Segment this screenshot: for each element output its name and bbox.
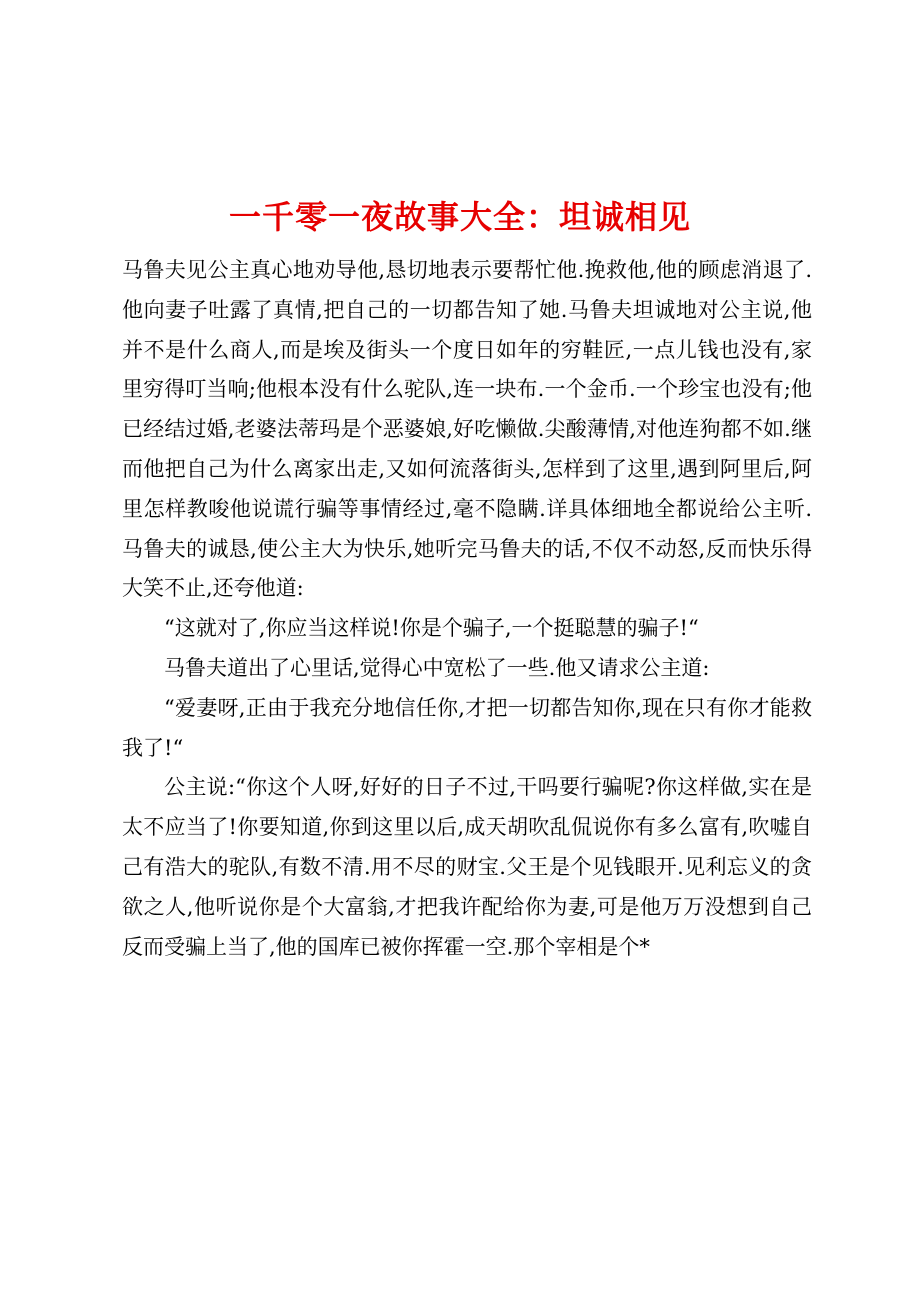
paragraph-maruf-relief: 马鲁夫道出了心里话,觉得心中宽松了一些.他又请求公主道: <box>164 655 710 680</box>
paragraph-confession: 马鲁夫见公主真心地劝导他,恳切地表示要帮忙他.挽救他,他的顾虑消退了.他向妻子吐露了真情,把自己的一切都告知了她.马鲁夫坦诚地对公主说,他并不是什么商人,而是埃及街头一个度日如年的穷鞋匠,一点儿钱也没有,家里穷得叮当响;他根本没有什么驼队,连一块布.一个金币.一个珍宝也没有;他已经结过婚,老婆法蒂玛是个恶婆娘,好吃懒做.尖酸薄情,对他连狗都不如.继而他把自己为什么离家出走,又如何流落街头,怎样到了这里,遇到阿里后,阿里怎样教唆他说谎行骗等事情经过,毫不隐瞒.详具体细地全都说给公主听.马鲁夫的诚恳,使公主大为快乐,她听完马鲁夫的话,不仅不动怒,反而快乐得大笑不止,还夸他道: <box>122 258 812 601</box>
paragraph-princess-scolding: 公主说:“你这个人呀,好好的日子不过,干吗要行骗呢?你这样做,实在是太不应当了!你要知道,你到这里以后,成天胡吹乱侃说你有多么富有,吹嘘自己有浩大的驼队,有数不清.用不尽的财宝.父王是个见钱眼开.见利忘义的贪欲之人,他听说你是个大富翁,才把我许配给你为妻,可是他万万没想到自己反而受骗上当了,他的国库已被你挥霍一空.那个宰相是个* <box>122 775 812 959</box>
paragraph-maruf-plea: “爱妻呀,正由于我充分地信任你,才把一切都告知你,现在只有你才能救我了!“ <box>122 695 812 760</box>
paragraph-princess-reply: “这就对了,你应当这样说!你是个骗子,一个挺聪慧的骗子!“ <box>164 616 699 641</box>
document-body <box>122 251 812 967</box>
document-title: 一千零一夜故事大全：坦诚相见 <box>228 198 691 236</box>
